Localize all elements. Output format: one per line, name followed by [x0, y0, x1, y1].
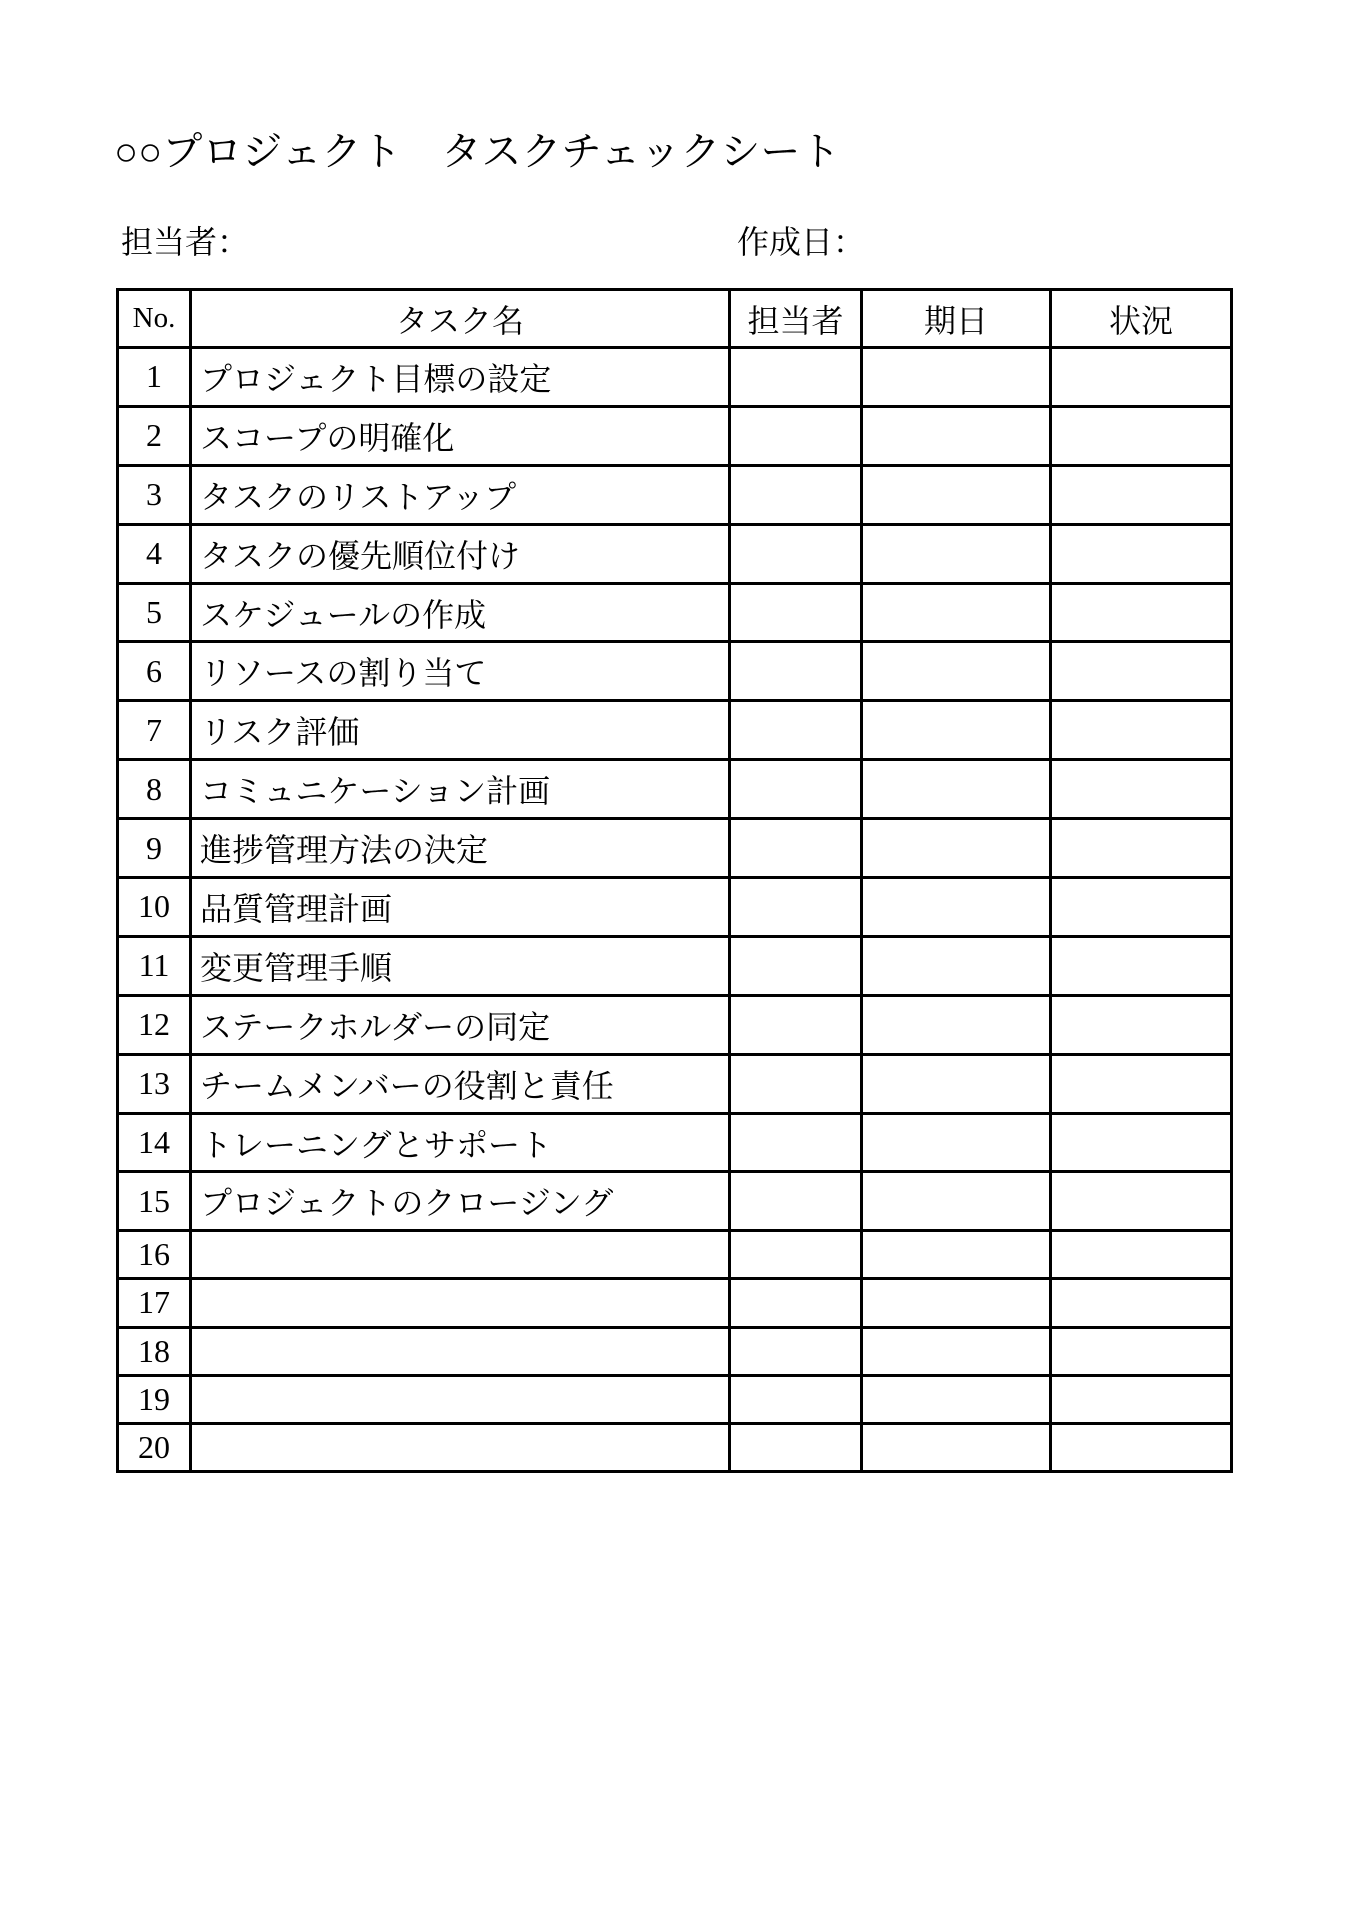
task-name-cell — [191, 1375, 730, 1423]
status-cell — [1051, 1375, 1232, 1423]
task-name-cell: タスクのリストアップ — [191, 465, 730, 524]
row-no-cell: 5 — [118, 583, 191, 642]
assignee-cell — [730, 995, 862, 1054]
status-cell — [1051, 1327, 1232, 1375]
table-row — [118, 701, 1232, 760]
row-no-cell: 20 — [118, 1423, 191, 1471]
table-row — [118, 465, 1232, 524]
row-no-cell: 13 — [118, 1054, 191, 1113]
task-name-cell: タスクの優先順位付け — [191, 524, 730, 583]
status-cell — [1051, 1231, 1232, 1279]
table-row — [118, 1113, 1232, 1172]
status-cell — [1051, 348, 1232, 407]
row-no-cell: 18 — [118, 1327, 191, 1375]
row-no-cell: 6 — [118, 642, 191, 701]
task-name-cell: リソースの割り当て — [191, 642, 730, 701]
task-name-cell — [191, 1231, 730, 1279]
status-cell — [1051, 819, 1232, 878]
status-cell — [1051, 1172, 1232, 1231]
assignee-cell — [730, 701, 862, 760]
row-no-cell: 12 — [118, 995, 191, 1054]
col-header-status: 状況 — [1051, 290, 1232, 348]
assignee-cell — [730, 406, 862, 465]
due-date-cell — [862, 583, 1051, 642]
row-no-cell: 11 — [118, 936, 191, 995]
task-name-cell — [191, 1423, 730, 1471]
assignee-cell — [730, 878, 862, 937]
table-row — [118, 1423, 1232, 1471]
table-row — [118, 760, 1232, 819]
status-cell — [1051, 701, 1232, 760]
col-header-due: 期日 — [862, 290, 1051, 348]
table-row — [118, 1327, 1232, 1375]
assignee-cell — [730, 1054, 862, 1113]
assignee-cell — [730, 524, 862, 583]
table-row — [118, 1279, 1232, 1327]
page-title: ○○プロジェクト タスクチェックシート — [114, 129, 841, 174]
row-no-cell: 1 — [118, 348, 191, 407]
assignee-cell — [730, 583, 862, 642]
status-cell — [1051, 406, 1232, 465]
task-name-cell — [191, 1279, 730, 1327]
due-date-cell — [862, 1327, 1051, 1375]
task-name-cell — [191, 1327, 730, 1375]
assignee-label: 担当者： — [121, 224, 250, 260]
due-date-cell — [862, 1423, 1051, 1471]
row-no-cell: 15 — [118, 1172, 191, 1231]
row-no-cell: 17 — [118, 1279, 191, 1327]
table-row — [118, 995, 1232, 1054]
task-name-cell: 進捗管理方法の決定 — [191, 819, 730, 878]
due-date-cell — [862, 465, 1051, 524]
col-header-no: No. — [118, 290, 191, 348]
status-cell — [1051, 524, 1232, 583]
status-cell — [1051, 936, 1232, 995]
task-name-cell: スケジュールの作成 — [191, 583, 730, 642]
due-date-cell — [862, 1375, 1051, 1423]
assignee-cell — [730, 819, 862, 878]
assignee-cell — [730, 1231, 862, 1279]
task-name-cell: コミュニケーション計画 — [191, 760, 730, 819]
status-cell — [1051, 995, 1232, 1054]
col-header-assignee: 担当者 — [730, 290, 862, 348]
due-date-cell — [862, 1231, 1051, 1279]
status-cell — [1051, 465, 1232, 524]
row-no-cell: 4 — [118, 524, 191, 583]
col-header-task: タスク名 — [191, 290, 730, 348]
task-name-cell: 変更管理手順 — [191, 936, 730, 995]
assignee-cell — [730, 1327, 862, 1375]
row-no-cell: 16 — [118, 1231, 191, 1279]
assignee-cell — [730, 1113, 862, 1172]
due-date-cell — [862, 760, 1051, 819]
table-row — [118, 583, 1232, 642]
task-name-cell: トレーニングとサポート — [191, 1113, 730, 1172]
due-date-cell — [862, 1113, 1051, 1172]
task-name-cell: スコープの明確化 — [191, 406, 730, 465]
task-name-cell: プロジェクトのクロージング — [191, 1172, 730, 1231]
table-row — [118, 642, 1232, 701]
status-cell — [1051, 878, 1232, 937]
assignee-cell — [730, 642, 862, 701]
assignee-cell — [730, 936, 862, 995]
table-row — [118, 406, 1232, 465]
table-row — [118, 1172, 1232, 1231]
task-name-cell: チームメンバーの役割と責任 — [191, 1054, 730, 1113]
due-date-cell — [862, 642, 1051, 701]
row-no-cell: 10 — [118, 878, 191, 937]
due-date-cell — [862, 819, 1051, 878]
status-cell — [1051, 642, 1232, 701]
status-cell — [1051, 583, 1232, 642]
table-row — [118, 348, 1232, 407]
assignee-cell — [730, 1375, 862, 1423]
due-date-cell — [862, 936, 1051, 995]
task-name-cell: リスク評価 — [191, 701, 730, 760]
table-row — [118, 936, 1232, 995]
assignee-cell — [730, 348, 862, 407]
row-no-cell: 19 — [118, 1375, 191, 1423]
task-check-table — [116, 288, 1233, 1473]
status-cell — [1051, 1279, 1232, 1327]
task-name-cell: 品質管理計画 — [191, 878, 730, 937]
created-date-label: 作成日： — [737, 224, 866, 260]
assignee-cell — [730, 1423, 862, 1471]
status-cell — [1051, 1423, 1232, 1471]
table-row — [118, 1375, 1232, 1423]
table-row — [118, 1054, 1232, 1113]
assignee-cell — [730, 1172, 862, 1231]
assignee-cell — [730, 760, 862, 819]
task-name-cell: ステークホルダーの同定 — [191, 995, 730, 1054]
due-date-cell — [862, 1279, 1051, 1327]
status-cell — [1051, 760, 1232, 819]
table-row — [118, 1231, 1232, 1279]
row-no-cell: 9 — [118, 819, 191, 878]
due-date-cell — [862, 524, 1051, 583]
table-row — [118, 819, 1232, 878]
row-no-cell: 8 — [118, 760, 191, 819]
due-date-cell — [862, 878, 1051, 937]
status-cell — [1051, 1113, 1232, 1172]
table-row — [118, 524, 1232, 583]
table-row — [118, 878, 1232, 937]
assignee-cell — [730, 465, 862, 524]
assignee-cell — [730, 1279, 862, 1327]
status-cell — [1051, 1054, 1232, 1113]
due-date-cell — [862, 995, 1051, 1054]
table-header-row — [118, 290, 1232, 348]
due-date-cell — [862, 1054, 1051, 1113]
due-date-cell — [862, 406, 1051, 465]
row-no-cell: 3 — [118, 465, 191, 524]
row-no-cell: 14 — [118, 1113, 191, 1172]
due-date-cell — [862, 701, 1051, 760]
row-no-cell: 2 — [118, 406, 191, 465]
due-date-cell — [862, 348, 1051, 407]
task-name-cell: プロジェクト目標の設定 — [191, 348, 730, 407]
row-no-cell: 7 — [118, 701, 191, 760]
due-date-cell — [862, 1172, 1051, 1231]
